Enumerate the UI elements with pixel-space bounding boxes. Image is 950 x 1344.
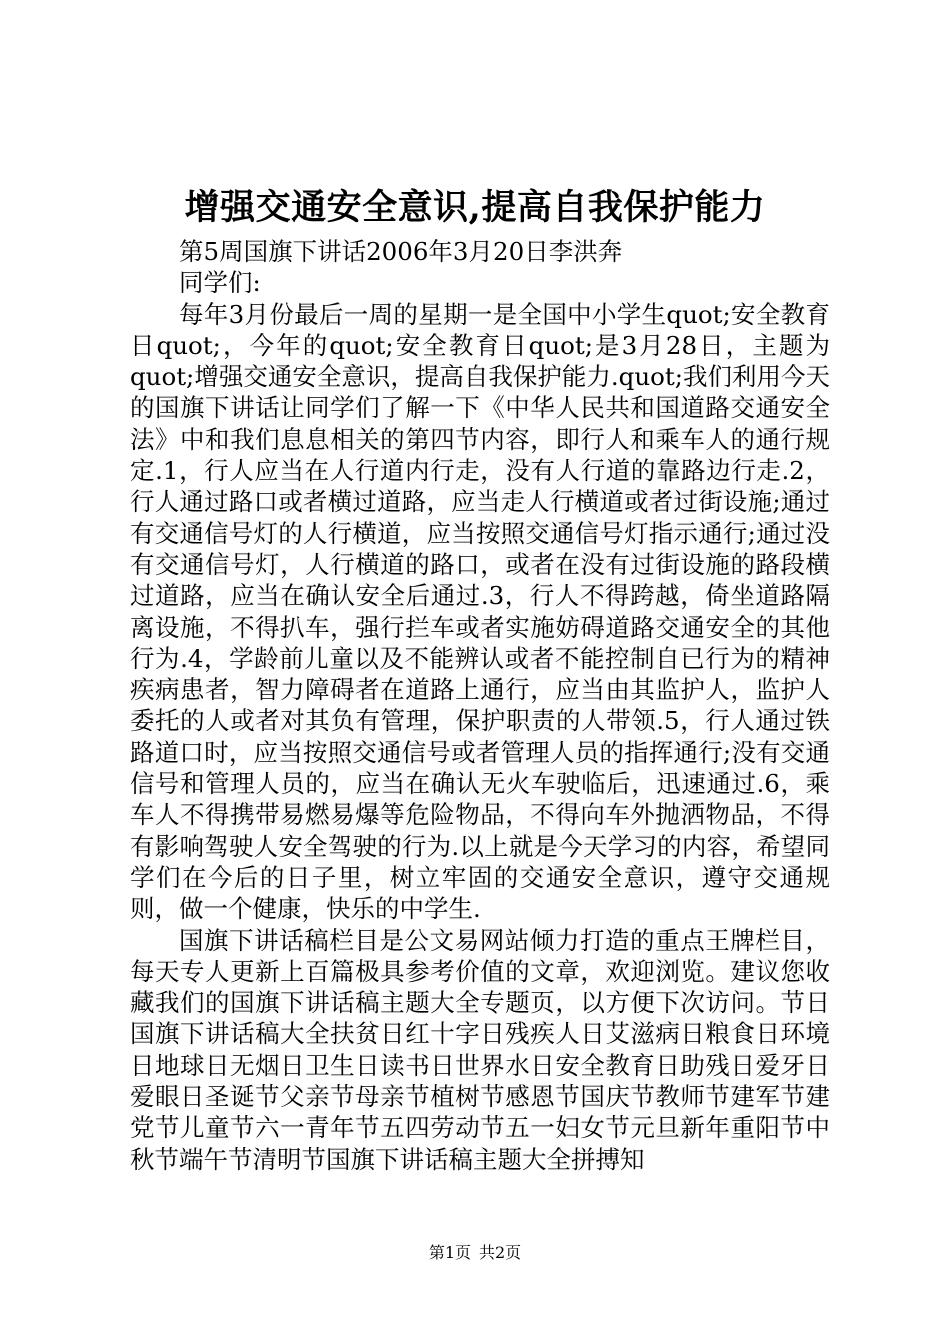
byline: 第5周国旗下讲话2006年3月20日李洪奔 <box>179 237 623 266</box>
document-title: 增强交通安全意识,提高自我保护能力 <box>184 187 766 228</box>
body-paragraph: 每年3月份最后一周的星期一是全国中小学生quot;安全教育日quot;，今年的quot;安全教育日quot;是3月28日，主题为quot;增强交通安全意识，提高自我保护能力.quot;我们利用今天的国旗下讲话让同学们了解一下《中华人民共和国道路交通安全法》中和我们息息相关的第四节内容，即行人和乘车人的通行规定.1，行人应当在人行道内行走，没有人行道的靠路边行走.2，行人通过路口或者横过道路，应当走人行横道或者过街设施;通过有交通信号灯的人行横道，应当按照交通信号灯指示通行;通过没有交通信号灯，人行横道的路口，或者在没有过街设施的路段横过道路，应当在确认安全后通过.3，行人不得跨越，倚坐道路隔离设施，不得扒车，强行拦车或者实施妨碍道路交通安全的其他行为.4，学龄前儿童以及不能辨认或者不能控制自已行为的精神疾病患者，智力障碍者在道路上通行，应当由其监护人，监护人委托的人或者对其负有管理，保护职责的人带领.5，行人通过铁路道口时，应当按照交通信号或者管理人员的指挥通行;没有交通信号和管理人员的，应当在确认无火车驶临后，迅速通过.6，乘车人不得携带易燃易爆等危险物品，不得向车外抛洒物品，不得有影响驾驶人安全驾驶的行为.以上就是今天学习的内容，希望同学们在今后的日子里，树立牢固的交通安全意识，遵守交通规则，做一个健康，快乐的中学生. <box>130 299 830 924</box>
document-body <box>130 236 830 1175</box>
page-total: 共2页 <box>479 1243 522 1262</box>
salutation: 同学们: <box>179 268 261 298</box>
page-footer <box>0 1243 950 1263</box>
page-number: 第1页 <box>428 1243 471 1262</box>
body-paragraph: 国旗下讲话稿栏目是公文易网站倾力打造的重点王牌栏目，每天专人更新上百篇极具参考价值的文章，欢迎浏览。建议您收藏我们的国旗下讲话稿主题大全专题页，以方便下次访问。节日国旗下讲话稿大全扶贫日红十字日残疾人日艾滋病日粮食日环境日地球日无烟日卫生日读书日世界水日安全教育日助残日爱牙日爱眼日圣诞节父亲节母亲节植树节感恩节国庆节教师节建军节建党节儿童节六一青年节五四劳动节五一妇女节元旦新年重阳节中秋节端午节清明节国旗下讲话稿主题大全拼搏知 <box>130 925 830 1174</box>
